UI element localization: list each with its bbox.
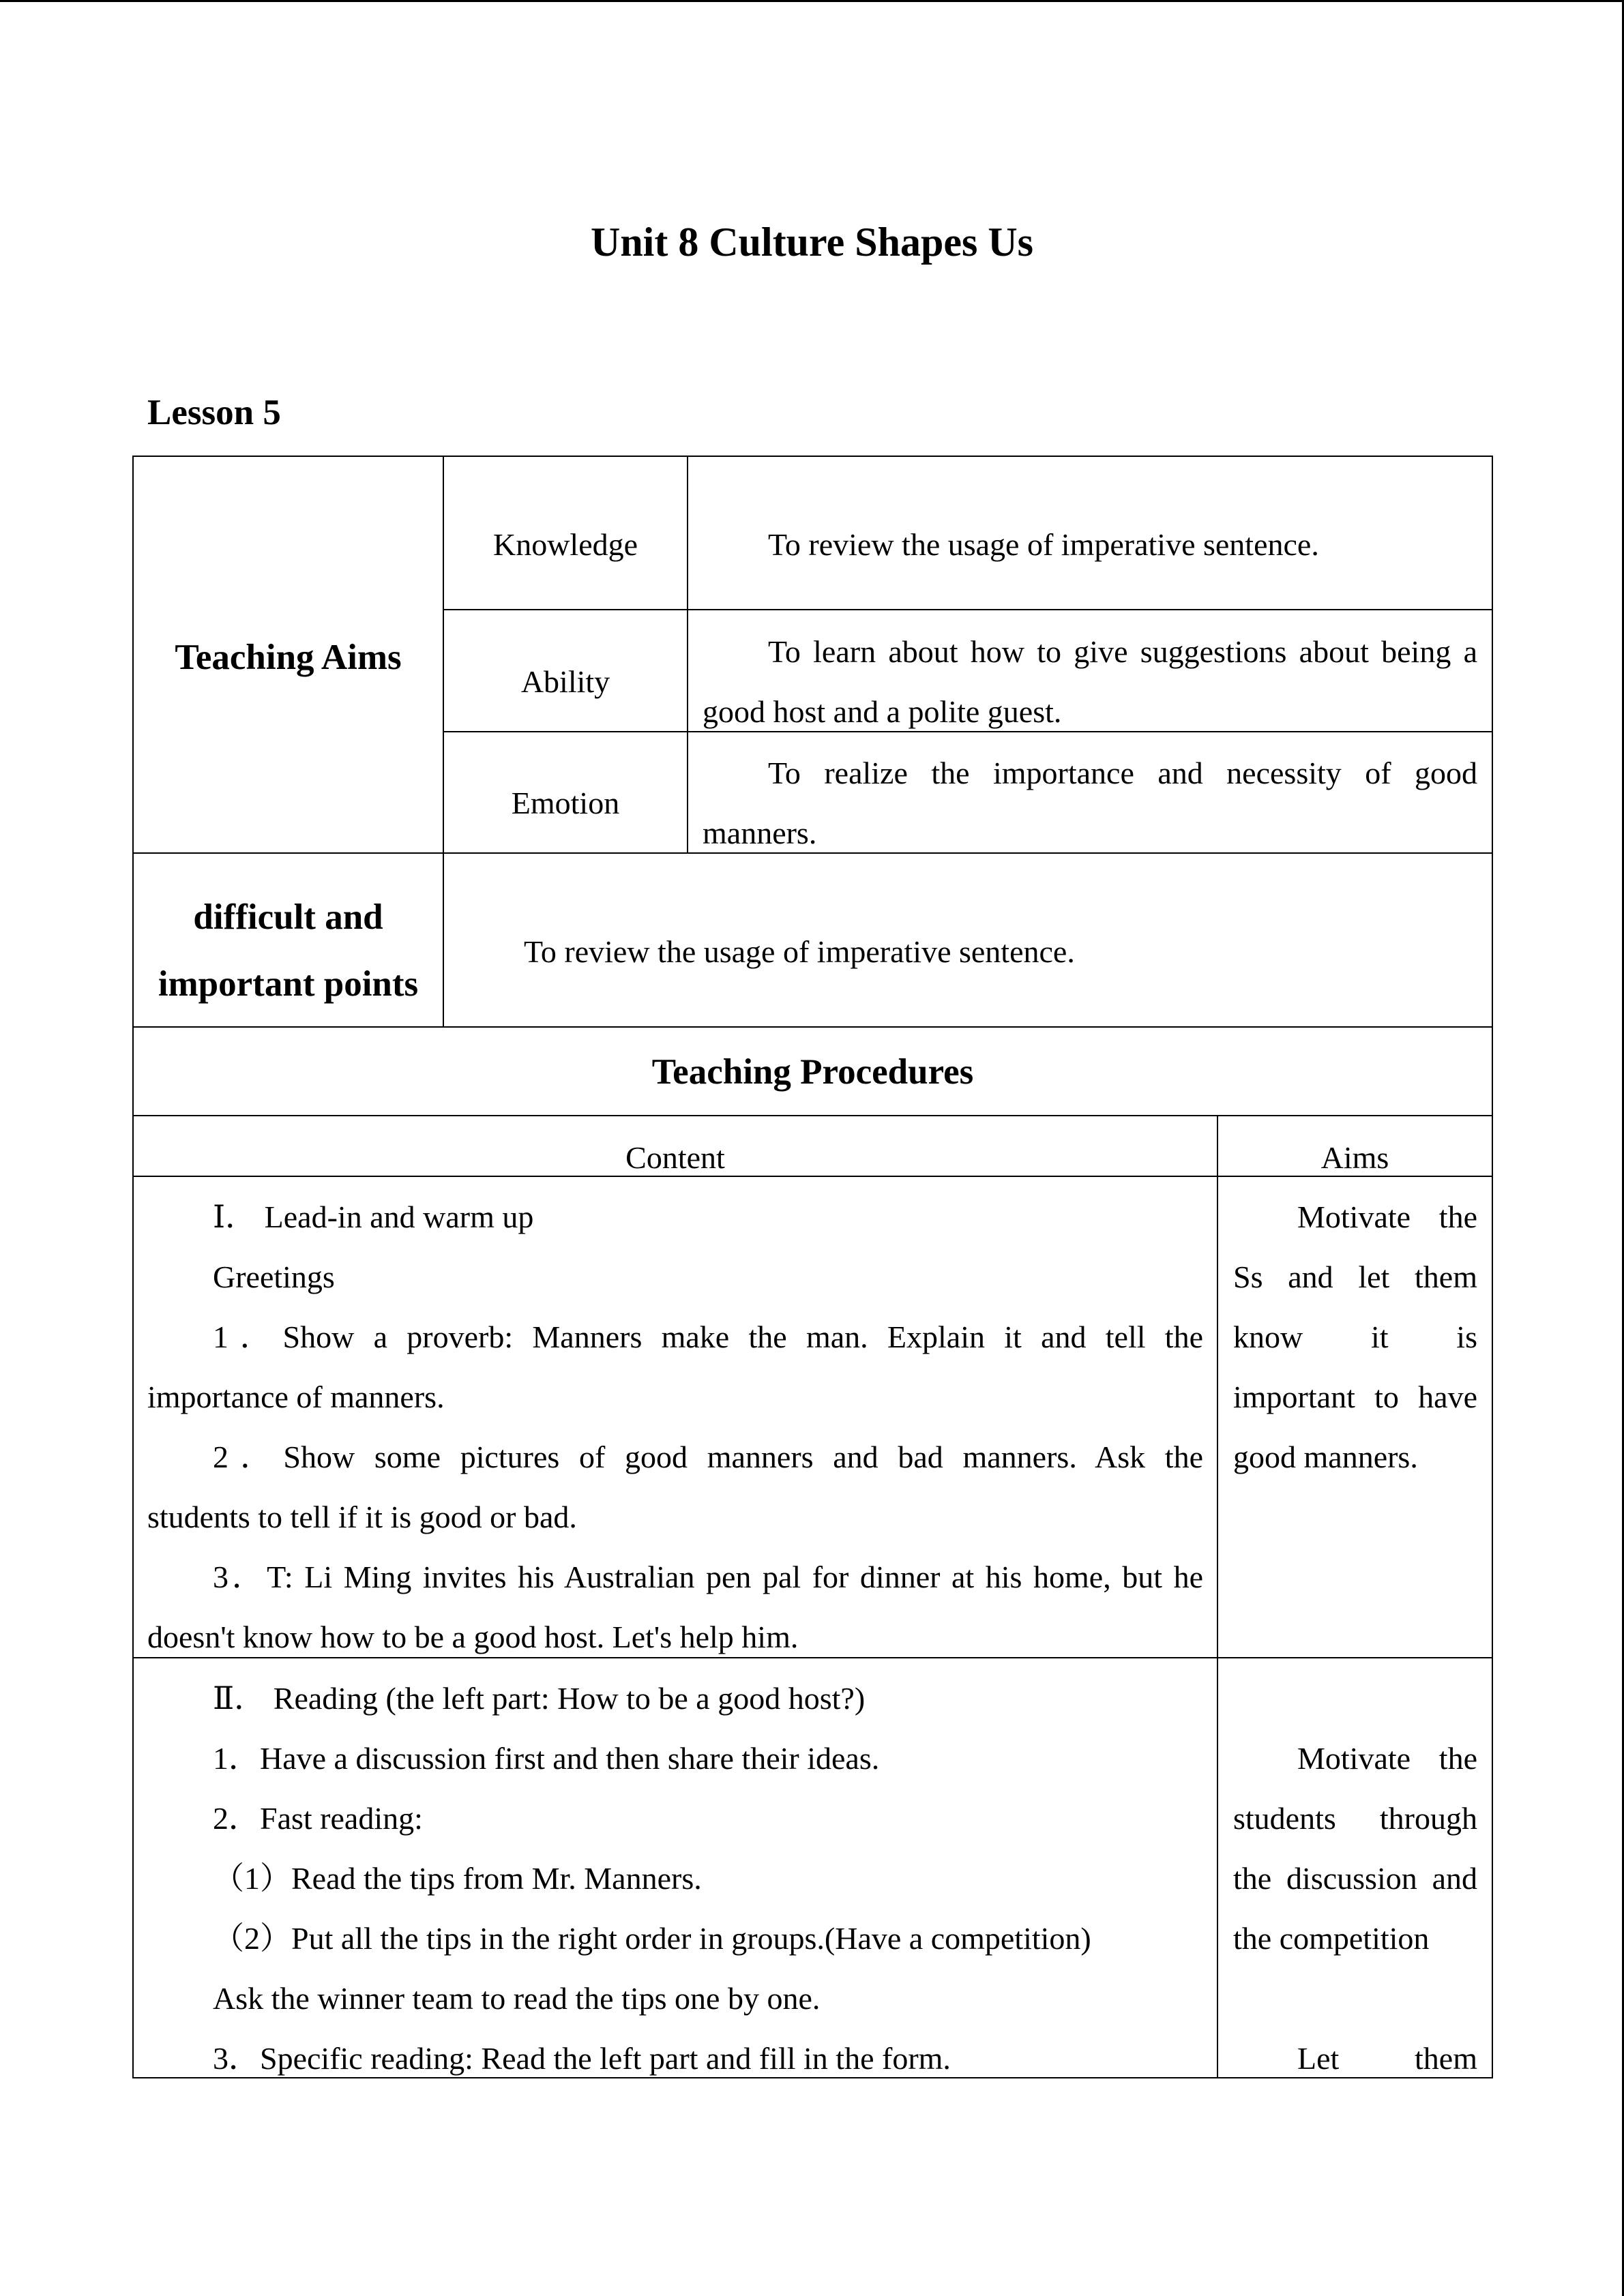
- table-rule: [1217, 1115, 1218, 2078]
- table-rule: [132, 456, 1492, 457]
- table-rule: [132, 456, 134, 2078]
- step1-line: 3．T: Li Ming invites his Australian pen pal for dinner at his home, but he: [213, 1560, 1203, 1594]
- points-label-line1: difficult and: [193, 897, 383, 937]
- step2-aim-line: students through: [1233, 1801, 1477, 1836]
- table-rule: [687, 456, 688, 853]
- step1-aim-line: Motivate the: [1297, 1199, 1477, 1234]
- aim-text-knowledge: To review the usage of imperative sentence.: [768, 527, 1319, 562]
- step2-line: Ⅱ． Reading (the left part: How to be a good host?): [213, 1681, 866, 1716]
- aim-text-emotion-line2: manners.: [703, 816, 817, 850]
- step2-aim-line: the competition: [1233, 1921, 1430, 1956]
- step1-line: Greetings: [213, 1259, 335, 1294]
- step2-line: 1．Have a discussion first and then share their ideas.: [213, 1741, 880, 1776]
- step2-aim-line: the discussion and: [1233, 1861, 1477, 1896]
- aim-category-ability: Ability: [520, 664, 610, 699]
- aim-text-ability-line2: good host and a polite guest.: [703, 694, 1062, 729]
- aim-text-emotion-line1: To realize the importance and necessity of good: [768, 756, 1477, 790]
- step2-aim-line: Let them: [1297, 2041, 1477, 2076]
- step2-line: 2．Fast reading:: [213, 1801, 423, 1836]
- step1-aim-line: important to have: [1233, 1380, 1477, 1414]
- table-rule: [132, 1115, 1492, 1116]
- step2-line: （1）Read the tips from Mr. Manners.: [213, 1861, 702, 1896]
- aim-category-knowledge: Knowledge: [492, 527, 638, 562]
- aim-category-emotion: Emotion: [511, 786, 620, 820]
- step2-line: Ask the winner team to read the tips one by one.: [213, 1981, 821, 2016]
- step2-line: （2）Put all the tips in the right order in groups.(Have a competition): [213, 1921, 1091, 1956]
- step1-aim-line: Ss and let them: [1233, 1259, 1477, 1294]
- step1-line: importance of manners.: [147, 1380, 445, 1414]
- points-text: To review the usage of imperative sentence.: [524, 934, 1075, 969]
- column-header-aims: Aims: [1320, 1140, 1389, 1175]
- step1-line: 2．Show some pictures of good manners and bad manners. Ask the: [213, 1440, 1203, 1474]
- points-label-line2: important points: [158, 964, 419, 1004]
- column-header-content: Content: [625, 1140, 725, 1175]
- table-rule: [1492, 456, 1493, 2078]
- step1-line: doesn't know how to be a good host. Let's help him.: [147, 1620, 799, 1654]
- step1-line: Ⅰ． Lead-in and warm up: [213, 1199, 534, 1234]
- step2-line: 3．Specific reading: Read the left part and fill in the form.: [213, 2041, 951, 2076]
- step2-aim-line: Motivate the: [1297, 1741, 1477, 1776]
- lesson-label: Lesson 5: [147, 393, 281, 432]
- table-rule: [443, 609, 1492, 610]
- step1-aim-line: good manners.: [1233, 1440, 1418, 1474]
- teaching-aims-label: Teaching Aims: [175, 638, 402, 677]
- page-title: Unit 8 Culture Shapes Us: [590, 220, 1033, 265]
- page-top-border: [0, 0, 1624, 2]
- aim-text-ability-line1: To learn about how to give suggestions about being a: [768, 634, 1477, 669]
- procedures-heading: Teaching Procedures: [651, 1052, 974, 1092]
- step1-line: students to tell if it is good or bad.: [147, 1500, 577, 1534]
- step1-line: 1．Show a proverb: Manners make the man. Explain it and tell the: [213, 1320, 1203, 1354]
- step1-aim-line: know it is: [1233, 1320, 1477, 1354]
